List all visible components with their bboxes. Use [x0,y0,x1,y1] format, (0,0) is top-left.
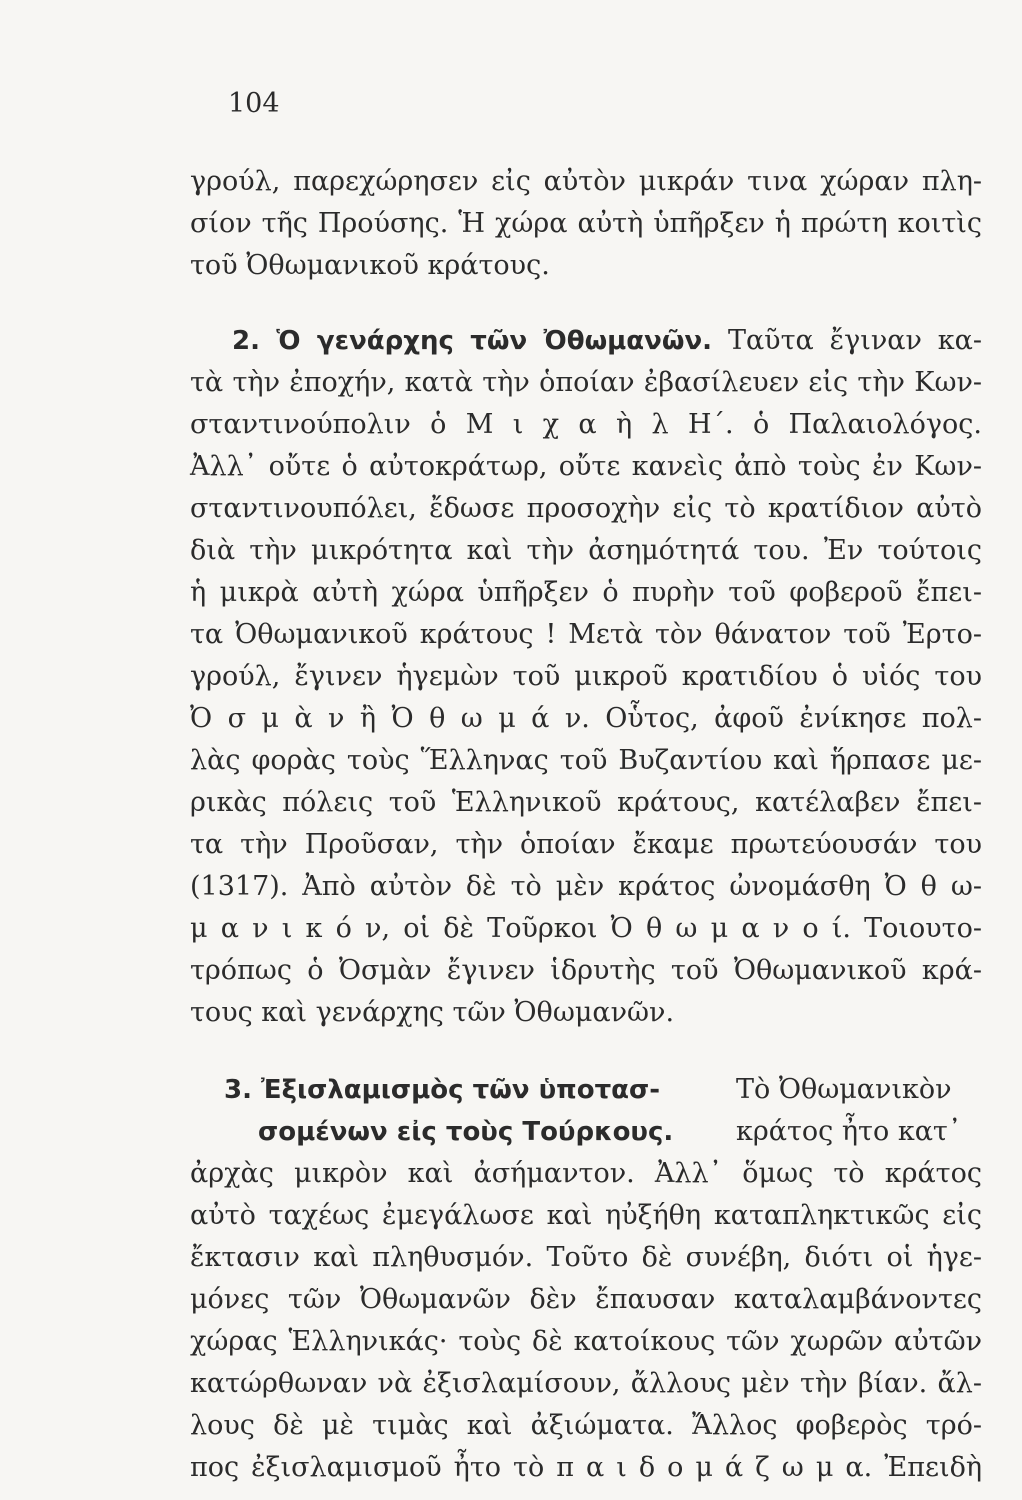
text-line: τα τὴν Προῦσαν, τὴν ὁποίαν ἔκαμε πρωτεύουσάν του [190,829,982,860]
text-line: Ὀ σ μ ὰ ν ἢ Ὀ θ ω μ ά ν. Οὗτος, ἀφοῦ ἐνίκησε πολ- [190,703,982,734]
text-line: αὐτὸ ταχέως ἐμεγάλωσε καὶ ηὐξήθη καταπληκτικῶς εἰς [190,1200,982,1231]
section-2-heading-line [232,323,982,359]
text-line: τους καὶ γενάρχης τῶν Ὀθωμανῶν. [190,997,675,1028]
text-line: τοῦ Ὀθωμανικοῦ κράτους. [190,250,550,281]
section-3-heading-line-2: σομένων εἰς τοὺς Τούρκους. [258,1117,674,1147]
text-line: ἡ μικρὰ αὐτὴ χώρα ὑπῆρξεν ὁ πυρὴν τοῦ φοβεροῦ ἔπει- [190,577,982,608]
text-line: μόνες τῶν Ὀθωμανῶν δὲν ἔπαυσαν καταλαμβάνοντες [190,1284,982,1315]
section-3-heading-line-1: 3. Ἐξισλαμισμὸς τῶν ὑποτασ- [224,1075,661,1105]
text-line: Ἀλλ᾽ οὔτε ὁ αὐτοκράτωρ, οὔτε κανεὶς ἀπὸ τοὺς ἐν Κων- [190,451,982,482]
text-line: σταντινουπόλει, ἔδωσε προσοχὴν εἰς τὸ κρατίδιον αὐτὸ [190,493,982,524]
section-3-right-line-2: κράτος ἦτο κατ᾽ [736,1116,962,1147]
text-line: τα Ὀθωμανικοῦ κράτους ! Μετὰ τὸν θάνατον τοῦ Ἐρτο- [190,619,982,650]
text-line: ἔκτασιν καὶ πληθυσμόν. Τοῦτο δὲ συνέβη, διότι οἱ ἡγε- [190,1242,982,1273]
text-line: χώρας Ἑλληνικάς· τοὺς δὲ κατοίκους τῶν χωρῶν αὐτῶν [190,1326,982,1357]
text-line: λὰς φορὰς τοὺς Ἕλληνας τοῦ Βυζαντίου καὶ ἥρπασε με- [190,745,982,776]
text-line: γρούλ, ἔγινεν ἡγεμὼν τοῦ μικροῦ κρατιδίου ὁ υἱός του [190,661,982,692]
section-2-heading: 2. Ὁ γενάρχης τῶν Ὀθωμανῶν. [232,326,713,356]
text-line: ἀρχὰς μικρὸν καὶ ἀσήμαντον. Ἀλλ᾽ ὅμως τὸ κράτος [190,1158,982,1189]
text-line: μ α ν ι κ ό ν, οἱ δὲ Τοῦρκοι Ὀ θ ω μ α ν ο ί. Τοιουτο- [190,913,982,944]
text-line: σταντινούπολιν ὁ Μ ι χ α ὴ λ Η΄. ὁ Παλαιολόγος. [190,409,982,440]
text-line: τὰ τὴν ἐποχήν, κατὰ τὴν ὁποίαν ἐβασίλευεν εἰς τὴν Κων- [190,367,982,398]
page-number: 104 [228,88,280,119]
text-line: τρόπως ὁ Ὀσμὰν ἔγινεν ἱδρυτὴς τοῦ Ὀθωμανικοῦ κρά- [190,955,982,986]
section-3-right-line-1: Τὸ Ὀθωμανικὸν [736,1074,952,1105]
text-line: κατώρθωναν νὰ ἐξισλαμίσουν, ἄλλους μὲν τὴν βίαν. ἄλ- [190,1368,982,1399]
text-line: γρούλ, παρεχώρησεν εἰς αὐτὸν μικράν τινα χώραν πλη- [190,166,982,197]
text-line: (1317). Ἀπὸ αὐτὸν δὲ τὸ μὲν κράτος ὠνομάσθη Ὀ θ ω- [190,871,982,902]
text-line: ρικὰς πόλεις τοῦ Ἑλληνικοῦ κράτους, κατέλαβεν ἔπει- [190,787,982,818]
text-line: διὰ τὴν μικρότητα καὶ τὴν ἀσημότητά του. Ἐν τούτοις [190,535,982,566]
text-line: σίον τῆς Προύσης. Ἡ χώρα αὐτὴ ὑπῆρξεν ἡ πρώτη κοιτὶς [190,208,982,239]
text-line: λους δὲ μὲ τιμὰς καὶ ἀξιώματα. Ἄλλος φοβερὸς τρό- [190,1410,982,1441]
text-line: πος ἐξισλαμισμοῦ ἦτο τὸ π α ι δ ο μ ά ζ ω μ α. Ἐπειδὴ [190,1452,982,1483]
section-2-lead: Ταῦτα ἔγιναν κα- [727,325,982,356]
